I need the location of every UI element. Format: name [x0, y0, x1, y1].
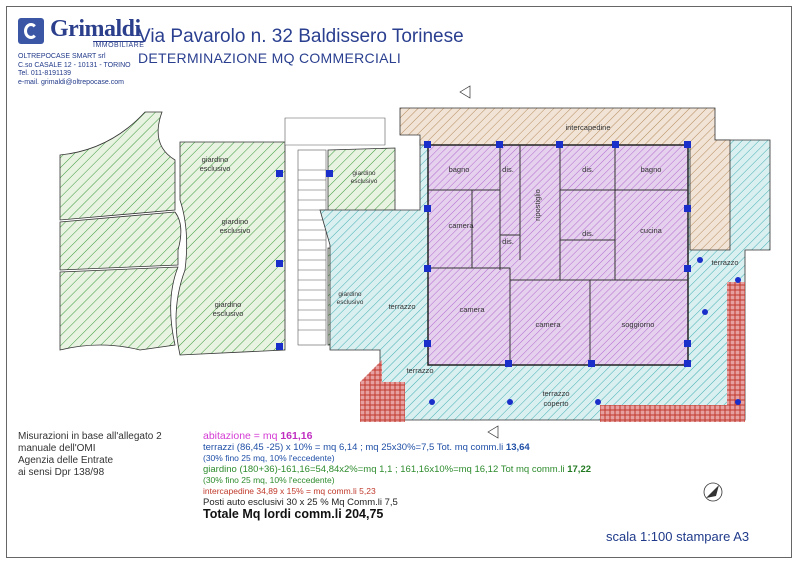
label-coperto: coperto [543, 399, 569, 408]
brand-tagline: IMMOBILIARE [93, 42, 145, 49]
label-esclusivo-4: esclusivo [350, 178, 378, 185]
agency-name: OLTREPOCASE SMART srl [18, 53, 106, 60]
label-dis-2: dis. [582, 165, 594, 174]
abitazione-area [428, 145, 688, 365]
notes-line-3: Agenzia delle Entrate [18, 455, 114, 466]
label-camera-2: camera [459, 305, 485, 314]
label-dis-3: dis. [502, 237, 514, 246]
agency-address: C.so CASALE 12 - 10131 - TORINO [18, 61, 131, 69]
label-terrazzo-1: terrazzo [711, 258, 739, 267]
agency-email: e-mail. grimaldi@oltrepocase.com [18, 78, 124, 86]
label-camera-1: camera [448, 221, 474, 230]
parapet-corner [360, 360, 382, 420]
label-cucina: cucina [640, 226, 662, 235]
legend-terrazzi-note: (30% fino 25 mq, 10% l'eccedente) [203, 453, 335, 463]
page-subtitle: DETERMINAZIONE MQ COMMERCIALI [138, 50, 402, 66]
label-giardino-1: giardino [201, 155, 229, 164]
label-bagno-1: bagno [448, 165, 470, 174]
label-giardino-5: giardino [338, 291, 362, 298]
label-giardino-3: giardino [214, 300, 242, 309]
label-esclusivo-2: esclusivo [219, 226, 251, 235]
giardino-area-4 [176, 142, 285, 355]
brand-name: Grimaldi [50, 16, 141, 42]
giardino-area-3 [60, 267, 178, 350]
legend-giardino-note: (30% fino 25 mq, 10% l'eccedente) [203, 475, 335, 485]
label-soggiorno: soggiorno [621, 320, 655, 329]
legend-terrazzi-value: 13,64 [505, 442, 530, 453]
label-esclusivo-5: esclusivo [336, 299, 364, 306]
legend-abitazione [203, 431, 591, 442]
legend-posti-auto: Posti auto esclusivi 30 x 25 % Mq Comm.li 7,5 [203, 497, 398, 508]
notes-line-2: manuale dell'OMI [18, 443, 96, 454]
label-dis-1: dis. [502, 165, 514, 174]
parapet-bottom [600, 405, 745, 422]
label-giardino-2: giardino [221, 217, 249, 226]
legend-giardino-text: giardino (180+36)-161,16=54,84x2%=mq 1,1 ; 161,16x10%=mq 16,12 Tot mq comm.li [203, 464, 568, 475]
notes-line-4: ai sensi Dpr 138/98 [18, 467, 105, 478]
giardino-area-2 [60, 212, 181, 270]
section-marker-top-icon [460, 86, 470, 98]
area-calculation-legend [203, 431, 591, 520]
legend-totale: Totale Mq lordi comm.li 204,75 [203, 507, 384, 521]
notes-line-1: Misurazioni in base all'allegato 2 [18, 431, 162, 442]
giardino-area-1 [60, 112, 175, 220]
label-bagno-2: bagno [640, 165, 662, 174]
legend-abitazione-text: abitazione = mq [203, 430, 281, 442]
legend-terrazzi-text: terrazzi (86,45 -25) x 10% = mq 6,14 ; mq 25x30%=7,5 Tot. mq comm.li [203, 442, 506, 453]
label-terrazzo-3: terrazzo [406, 366, 434, 375]
label-intercapedine: intercapedine [565, 123, 611, 132]
measurement-notes [18, 431, 198, 479]
legend-giardino-value: 17,22 [567, 464, 592, 475]
label-ripostiglio: ripostiglio [533, 189, 542, 221]
label-camera-3: camera [535, 320, 561, 329]
label-giardino-4: giardino [352, 170, 376, 177]
legend-terrazzi [203, 442, 591, 453]
agency-phone: Tel. 011-8191139 [18, 70, 72, 77]
label-terrazzo-2: terrazzo [388, 302, 416, 311]
scale-note: scala 1:100 stampare A3 [606, 529, 750, 544]
label-terrazzo-4: terrazzo [542, 389, 570, 398]
legend-intercapedine: intercapedine 34,89 x 15% = mq comm.li 5,23 [203, 486, 376, 496]
label-esclusivo-1: esclusivo [199, 164, 231, 173]
label-dis-4: dis. [582, 229, 594, 238]
legend-giardino [203, 464, 591, 475]
legend-abitazione-value: 161,16 [280, 430, 313, 442]
page-title: Via Pavarolo n. 32 Baldissero Torinese [138, 26, 464, 47]
label-esclusivo-3: esclusivo [212, 309, 244, 318]
